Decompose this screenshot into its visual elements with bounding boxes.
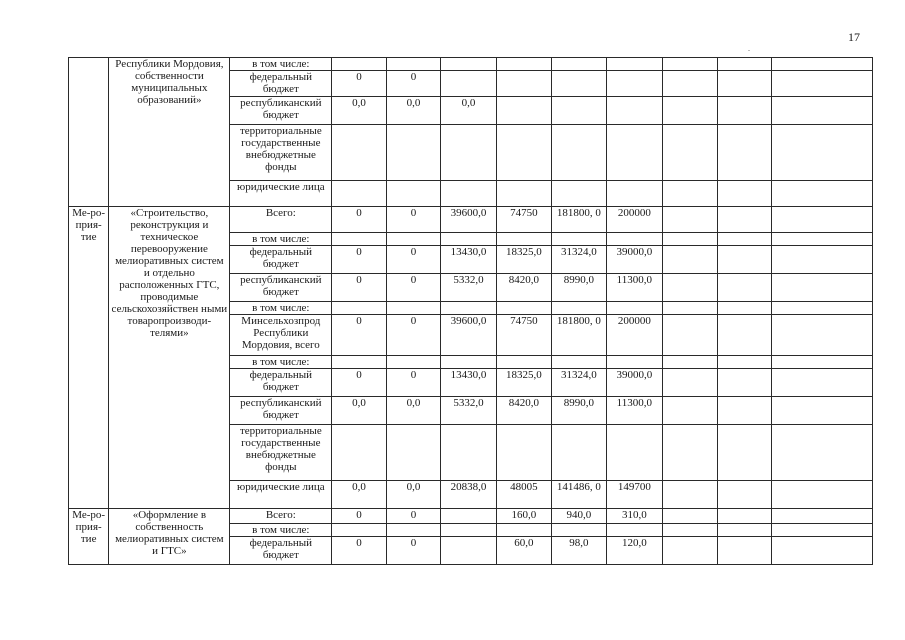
value-cell: [772, 274, 873, 302]
value-cell: 20838,0: [441, 481, 496, 509]
value-cell: [386, 524, 440, 537]
value-cell: [441, 58, 496, 71]
value-cell: [772, 181, 873, 207]
value-cell: 0: [332, 315, 386, 356]
value-cell: [386, 181, 440, 207]
value-cell: 0: [386, 274, 440, 302]
value-cell: [717, 302, 771, 315]
value-cell: [606, 125, 662, 181]
value-cell: [441, 524, 496, 537]
financing-table: [68, 57, 873, 565]
value-cell: [496, 58, 551, 71]
funding-source-cell: федеральный бюджет: [230, 246, 332, 274]
value-cell: [552, 58, 606, 71]
value-cell: 18325,0: [496, 369, 551, 397]
funding-source-cell: Минсельхозпрод Республики Мордовия, всего: [230, 315, 332, 356]
value-cell: 39600,0: [441, 315, 496, 356]
value-cell: [552, 71, 606, 97]
value-cell: [663, 58, 717, 71]
table-row: [69, 207, 873, 233]
value-cell: [496, 356, 551, 369]
value-cell: 0: [386, 207, 440, 233]
funding-source-cell: Всего:: [230, 509, 332, 524]
value-cell: 8990,0: [552, 397, 606, 425]
value-cell: [717, 356, 771, 369]
value-cell: [663, 524, 717, 537]
value-cell: [552, 425, 606, 481]
value-cell: [663, 71, 717, 97]
value-cell: 0,0: [332, 97, 386, 125]
value-cell: [332, 302, 386, 315]
value-cell: 39000,0: [606, 369, 662, 397]
value-cell: [441, 356, 496, 369]
value-cell: [332, 125, 386, 181]
value-cell: 0: [332, 207, 386, 233]
value-cell: 8420,0: [496, 274, 551, 302]
value-cell: [606, 181, 662, 207]
value-cell: [496, 97, 551, 125]
value-cell: 0: [386, 537, 440, 565]
value-cell: [717, 58, 771, 71]
value-cell: [772, 524, 873, 537]
value-cell: 310,0: [606, 509, 662, 524]
event-type-cell: Ме-ро-прия-тие: [69, 207, 109, 509]
value-cell: [663, 356, 717, 369]
value-cell: [606, 302, 662, 315]
funding-source-cell: территориальные государственные внебюджетные фонды: [230, 125, 332, 181]
value-cell: 11300,0: [606, 274, 662, 302]
value-cell: 0: [332, 274, 386, 302]
value-cell: [606, 233, 662, 246]
value-cell: [441, 509, 496, 524]
value-cell: [772, 207, 873, 233]
value-cell: 11300,0: [606, 397, 662, 425]
value-cell: [772, 58, 873, 71]
value-cell: 0,0: [386, 97, 440, 125]
value-cell: [772, 315, 873, 356]
value-cell: [552, 524, 606, 537]
value-cell: [441, 425, 496, 481]
value-cell: [772, 397, 873, 425]
value-cell: 0: [332, 537, 386, 565]
value-cell: [772, 302, 873, 315]
value-cell: 0,0: [441, 97, 496, 125]
value-cell: [772, 509, 873, 524]
value-cell: [663, 207, 717, 233]
value-cell: 0: [332, 71, 386, 97]
value-cell: [663, 397, 717, 425]
value-cell: [717, 315, 771, 356]
value-cell: [332, 58, 386, 71]
funding-source-cell: Всего:: [230, 207, 332, 233]
value-cell: [772, 369, 873, 397]
value-cell: [606, 71, 662, 97]
value-cell: 0: [332, 246, 386, 274]
value-cell: [496, 233, 551, 246]
value-cell: [496, 302, 551, 315]
value-cell: 141486, 0: [552, 481, 606, 509]
funding-source-cell: в том числе:: [230, 302, 332, 315]
value-cell: [552, 125, 606, 181]
value-cell: [772, 71, 873, 97]
value-cell: [663, 425, 717, 481]
value-cell: 0,0: [332, 481, 386, 509]
funding-source-cell: республиканский бюджет: [230, 397, 332, 425]
value-cell: [441, 181, 496, 207]
value-cell: 0,0: [386, 397, 440, 425]
event-type-cell: [69, 58, 109, 207]
value-cell: 200000: [606, 315, 662, 356]
value-cell: 39600,0: [441, 207, 496, 233]
value-cell: [717, 397, 771, 425]
value-cell: 8990,0: [552, 274, 606, 302]
value-cell: 0,0: [332, 397, 386, 425]
page-number: 17: [848, 30, 860, 44]
value-cell: [717, 233, 771, 246]
value-cell: [663, 246, 717, 274]
value-cell: [441, 302, 496, 315]
value-cell: 181800, 0: [552, 207, 606, 233]
value-cell: [772, 97, 873, 125]
value-cell: [441, 537, 496, 565]
value-cell: 5332,0: [441, 397, 496, 425]
value-cell: 74750: [496, 207, 551, 233]
value-cell: [496, 71, 551, 97]
value-cell: [332, 425, 386, 481]
value-cell: 39000,0: [606, 246, 662, 274]
value-cell: 13430,0: [441, 369, 496, 397]
event-name-cell: «Строительство, реконструкция и техническое перевооружение мелиоративных систем и отдельно расположенных ГТС, проводимые сельскохозяйствен ными товаропроизводи-телями»: [109, 207, 230, 509]
value-cell: [606, 524, 662, 537]
value-cell: [552, 302, 606, 315]
value-cell: 181800, 0: [552, 315, 606, 356]
value-cell: [717, 524, 771, 537]
value-cell: [772, 537, 873, 565]
value-cell: [663, 125, 717, 181]
value-cell: [496, 181, 551, 207]
table-row: [69, 509, 873, 524]
value-cell: 940,0: [552, 509, 606, 524]
value-cell: [332, 181, 386, 207]
value-cell: [717, 509, 771, 524]
value-cell: [717, 425, 771, 481]
funding-source-cell: юридические лица: [230, 181, 332, 207]
value-cell: [717, 71, 771, 97]
event-name-cell: «Оформление в собственность мелиоративных систем и ГТС»: [109, 509, 230, 565]
value-cell: [496, 524, 551, 537]
value-cell: [717, 369, 771, 397]
value-cell: [606, 97, 662, 125]
value-cell: [496, 125, 551, 181]
funding-source-cell: в том числе:: [230, 58, 332, 71]
value-cell: 98,0: [552, 537, 606, 565]
value-cell: [386, 125, 440, 181]
value-cell: 0: [386, 246, 440, 274]
value-cell: [663, 509, 717, 524]
value-cell: [717, 481, 771, 509]
value-cell: [386, 58, 440, 71]
value-cell: [717, 125, 771, 181]
funding-source-cell: в том числе:: [230, 233, 332, 246]
value-cell: [717, 537, 771, 565]
value-cell: 48005: [496, 481, 551, 509]
value-cell: [663, 233, 717, 246]
value-cell: [332, 356, 386, 369]
value-cell: 149700: [606, 481, 662, 509]
value-cell: [496, 425, 551, 481]
value-cell: [717, 274, 771, 302]
value-cell: 60,0: [496, 537, 551, 565]
value-cell: [772, 356, 873, 369]
value-cell: 8420,0: [496, 397, 551, 425]
value-cell: [606, 356, 662, 369]
value-cell: [552, 356, 606, 369]
value-cell: [663, 274, 717, 302]
value-cell: [717, 181, 771, 207]
value-cell: 0: [386, 369, 440, 397]
value-cell: [441, 233, 496, 246]
value-cell: [772, 233, 873, 246]
value-cell: 0: [386, 315, 440, 356]
value-cell: [606, 58, 662, 71]
value-cell: [663, 97, 717, 125]
value-cell: [663, 302, 717, 315]
value-cell: 120,0: [606, 537, 662, 565]
value-cell: [441, 71, 496, 97]
value-cell: 31324,0: [552, 369, 606, 397]
value-cell: [386, 302, 440, 315]
value-cell: 13430,0: [441, 246, 496, 274]
funding-source-cell: федеральный бюджет: [230, 537, 332, 565]
value-cell: [663, 181, 717, 207]
value-cell: [772, 481, 873, 509]
value-cell: 74750: [496, 315, 551, 356]
value-cell: [606, 425, 662, 481]
funding-source-cell: федеральный бюджет: [230, 369, 332, 397]
value-cell: [332, 233, 386, 246]
value-cell: 0,0: [386, 481, 440, 509]
funding-source-cell: федеральный бюджет: [230, 71, 332, 97]
scan-speck: .: [748, 44, 750, 53]
funding-source-cell: территориальные государственные внебюджетные фонды: [230, 425, 332, 481]
value-cell: [552, 181, 606, 207]
event-type-cell: Ме-ро-прия-тие: [69, 509, 109, 565]
value-cell: [717, 207, 771, 233]
value-cell: [386, 233, 440, 246]
value-cell: [552, 233, 606, 246]
value-cell: [663, 537, 717, 565]
value-cell: 0: [386, 509, 440, 524]
value-cell: [663, 315, 717, 356]
value-cell: 31324,0: [552, 246, 606, 274]
table-row: [69, 58, 873, 71]
value-cell: [717, 97, 771, 125]
value-cell: 160,0: [496, 509, 551, 524]
funding-source-cell: республиканский бюджет: [230, 97, 332, 125]
value-cell: [772, 425, 873, 481]
value-cell: 18325,0: [496, 246, 551, 274]
value-cell: 0: [332, 509, 386, 524]
value-cell: 0: [332, 369, 386, 397]
funding-source-cell: юридические лица: [230, 481, 332, 509]
value-cell: 5332,0: [441, 274, 496, 302]
event-name-cell: Республики Мордовия, собственности муниципальных образований»: [109, 58, 230, 207]
value-cell: [772, 246, 873, 274]
value-cell: [663, 481, 717, 509]
funding-source-cell: в том числе:: [230, 356, 332, 369]
value-cell: 0: [386, 71, 440, 97]
value-cell: 200000: [606, 207, 662, 233]
value-cell: [386, 425, 440, 481]
value-cell: [663, 369, 717, 397]
value-cell: [772, 125, 873, 181]
value-cell: [332, 524, 386, 537]
funding-source-cell: республиканский бюджет: [230, 274, 332, 302]
funding-source-cell: в том числе:: [230, 524, 332, 537]
value-cell: [386, 356, 440, 369]
value-cell: [717, 246, 771, 274]
value-cell: [441, 125, 496, 181]
value-cell: [552, 97, 606, 125]
